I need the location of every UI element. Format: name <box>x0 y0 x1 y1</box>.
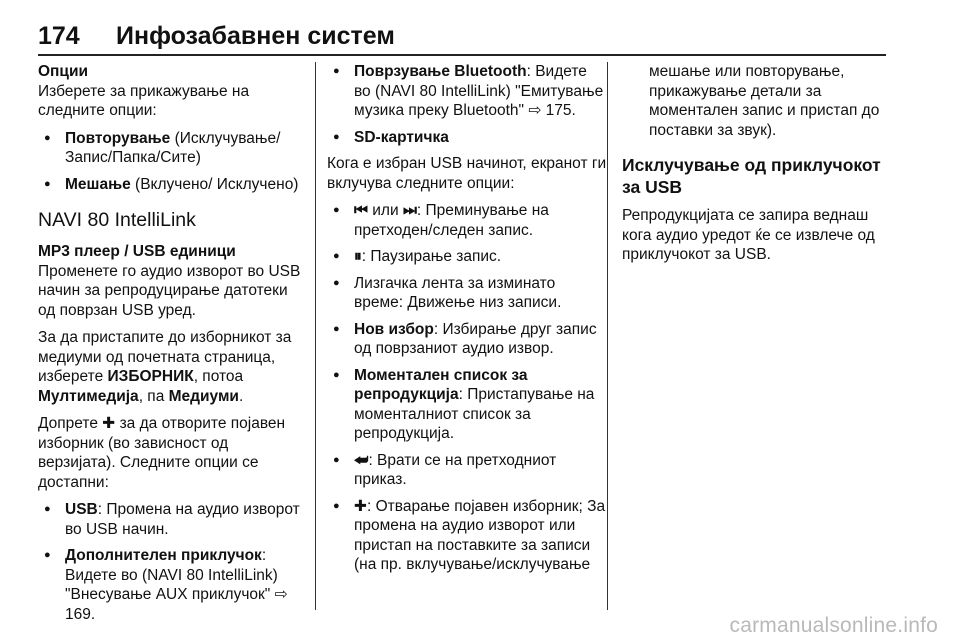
list-item: ● Повторување (Исклучување/ Запис/Папка/Сите) <box>38 129 306 168</box>
next-track-icon: ⏭ <box>402 202 417 219</box>
column-1 <box>38 62 306 631</box>
watermark: carmanualsonline.info <box>729 614 938 637</box>
pause-icon: ⏸ <box>354 248 362 265</box>
paragraph: Репродукцијата се запира веднаш кога аудио уредот ќе се извлече од приклучокот за USB. <box>622 207 875 263</box>
plus-icon: ✚ <box>102 415 116 432</box>
list-item: ● ⏸: Паузирање запис. <box>327 247 607 267</box>
usb-options-list <box>38 500 306 624</box>
list-item: ● Дополнителен приклучок: Видете во (NAVI 80 IntelliLink) "Внесување AUX приклучок" ⇨ 169. <box>38 546 306 624</box>
paragraph: Кога е избран USB начинот, екранот ги вклучува следните опции: <box>327 155 607 192</box>
list-item: ● Мешање (Вклучено/ Исклучено) <box>38 175 306 195</box>
previous-track-icon: ⏮ <box>354 202 368 219</box>
list-item: ● USB: Промена на аудио изворот во USB начин. <box>38 500 306 539</box>
sub-heading: MP3 плеер / USB единици <box>38 243 236 260</box>
list-item: ● Моментален список за репродукција: Пристапување на моменталниот список за репродукција. <box>327 366 607 444</box>
page-header <box>38 22 886 52</box>
list-item: ● ⮨: Врати се на претходниот приказ. <box>327 451 607 490</box>
back-arrow-icon: ⮨ <box>354 451 369 469</box>
paragraph: За да пристапите до изборникот за медиуми од почетната страница, изберете ИЗБОРНИК, потоа Мултимедија, па Медиуми. <box>38 329 292 405</box>
column-divider-2 <box>607 62 608 610</box>
plus-icon: ✚ <box>354 497 367 515</box>
usb-screen-options <box>327 201 607 575</box>
header-rule <box>38 54 886 56</box>
paragraph: Допрете ✚ за да отворите појавен изборник (во зависност од верзијата). Следните опции се достапни: <box>38 415 286 491</box>
options-intro: Изберете за прикажување на следните опции: <box>38 82 250 119</box>
options-heading: Опции <box>38 63 89 80</box>
list-item: ● ⏮ или ⏭: Преминување на претходен/следен запис. <box>327 201 607 240</box>
column-3 <box>622 62 890 273</box>
section-heading: Исклучување од приклучокот за USB <box>622 155 881 197</box>
list-item: ● SD-картичка <box>327 128 607 148</box>
list-item: ● ✚: Отварање појавен изборник; За промена на аудио изворот или пристап на поставките за записи (на пр. вклучување/исклучување <box>327 497 607 575</box>
list-item: ● Лизгачка лента за изминато време: Движење низ записи. <box>327 274 607 313</box>
list-item: ● Нов избор: Избирање друг запис од поврзаниот аудио извор. <box>327 320 607 359</box>
column-2 <box>327 62 607 582</box>
continued-text: мешање или повторување, прикажување детали за моментален запис и пристап до поставки за звук). <box>649 63 880 139</box>
paragraph: Променете го аудио изворот во USB начин за репродуцирање датотеки од поврзан USB уред. <box>38 262 301 319</box>
options-list <box>38 129 306 195</box>
page-title: Инфозабавнен систем <box>116 22 395 50</box>
list-item: ● Поврзување Bluetooth: Видете во (NAVI 80 IntelliLink) "Емитување музика преку Bluetooth" ⇨ 175. <box>327 62 607 121</box>
page-number: 174 <box>38 22 80 50</box>
media-options-list <box>327 62 607 147</box>
column-divider-1 <box>315 62 316 610</box>
section-heading: NAVI 80 IntelliLink <box>38 209 196 231</box>
